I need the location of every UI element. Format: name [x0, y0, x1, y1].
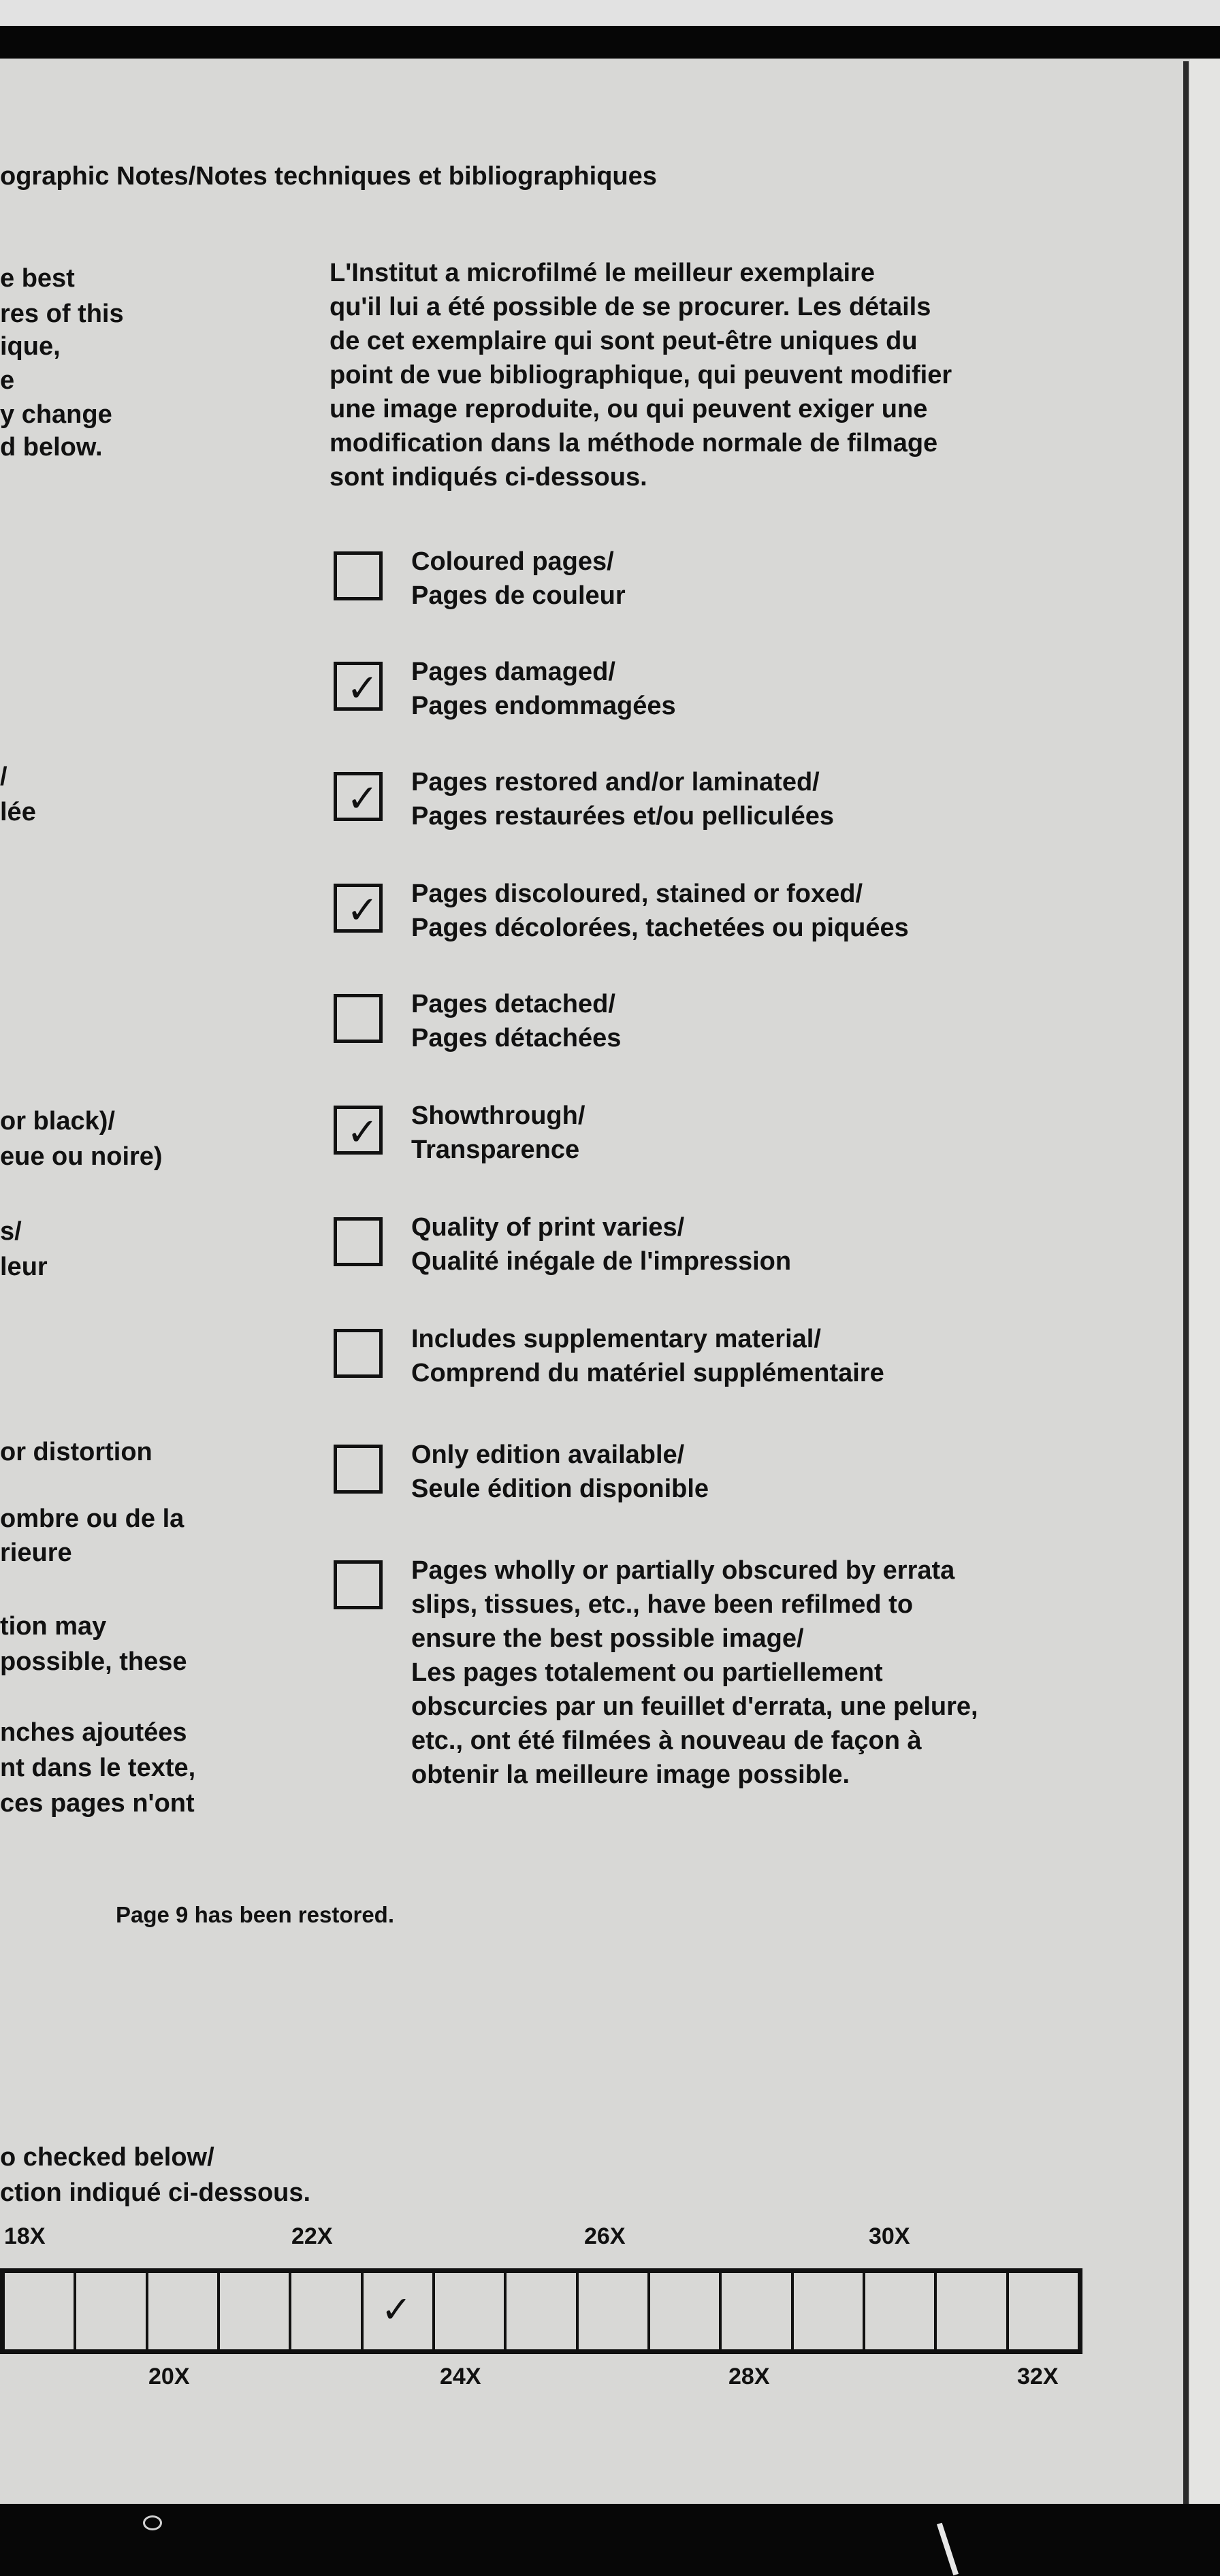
- checkbox[interactable]: [334, 884, 383, 933]
- left-fragment-line: e: [0, 366, 15, 395]
- left-fragment-line: d below.: [0, 433, 103, 462]
- ratio-cell[interactable]: [650, 2273, 722, 2349]
- restoration-note: Page 9 has been restored.: [116, 1902, 395, 1927]
- check-mark-icon: ✓: [347, 777, 379, 820]
- ratio-cell[interactable]: [291, 2273, 363, 2349]
- ratio-label-bottom: 20X: [148, 2364, 190, 2389]
- check-mark-icon: ✓: [347, 1110, 379, 1153]
- checkbox[interactable]: [334, 662, 383, 711]
- check-mark-icon: ✓: [381, 2289, 412, 2330]
- checkbox[interactable]: [334, 1106, 383, 1155]
- ratio-cell[interactable]: [435, 2273, 507, 2349]
- ratio-cell[interactable]: [148, 2273, 220, 2349]
- checkbox-label: Showthrough/ Transparence: [411, 1101, 585, 1164]
- left-fragment-line: nches ajoutées: [0, 1718, 187, 1747]
- ratio-cell[interactable]: [722, 2273, 793, 2349]
- left-fragment-line: /: [0, 762, 7, 791]
- left-fragment-line: possible, these: [0, 1647, 187, 1676]
- sheet-right-edge: [1190, 59, 1220, 2504]
- ratio-instruction-en: o checked below/: [0, 2143, 214, 2172]
- ratio-cell[interactable]: [220, 2273, 291, 2349]
- left-fragment-line: or black)/: [0, 1107, 115, 1136]
- checkbox-label: Coloured pages/ Pages de couleur: [411, 547, 626, 610]
- checkbox-label: Pages detached/ Pages détachées: [411, 990, 622, 1052]
- ratio-cell[interactable]: [507, 2273, 578, 2349]
- checkbox[interactable]: [334, 1217, 383, 1266]
- left-fragment-line: y change: [0, 400, 112, 429]
- left-fragment-line: lée: [0, 798, 36, 826]
- checkbox-label: Pages restored and/or laminated/ Pages restaurées et/ou pelliculées: [411, 768, 834, 831]
- checkbox-label: Pages discoloured, stained or foxed/ Pages décolorées, tachetées ou piquées: [411, 880, 909, 942]
- left-fragment-line: ombre ou de la: [0, 1504, 184, 1533]
- left-fragment-line: e best: [0, 264, 75, 293]
- film-top-strip: [0, 0, 1220, 26]
- left-fragment-line: nt dans le texte,: [0, 1754, 196, 1782]
- left-fragment-line: ique,: [0, 332, 61, 361]
- checkbox[interactable]: [334, 1445, 383, 1494]
- checkbox-label: Pages wholly or partially obscured by errata slips, tissues, etc., have been refilmed to ensure the best possible image/ Les pages totalement ou partiellement obscurcies par un feuillet d'errata, une pelure, etc., ont été filmées à nouveau de façon à obtenir la meilleure image possible.: [411, 1556, 978, 1789]
- ratio-label-top: 30X: [869, 2223, 910, 2249]
- checkbox[interactable]: [334, 994, 383, 1043]
- left-fragment-line: rieure: [0, 1539, 72, 1567]
- film-top-border: [0, 26, 1220, 59]
- check-mark-icon: ✓: [347, 666, 379, 709]
- page-edge-shadow: [1183, 61, 1189, 2504]
- ratio-cell[interactable]: [794, 2273, 865, 2349]
- left-fragment-line: or distortion: [0, 1438, 152, 1466]
- checkbox[interactable]: [334, 551, 383, 600]
- film-bottom-border: [0, 2504, 1220, 2576]
- check-mark-icon: ✓: [347, 888, 379, 931]
- ratio-cell[interactable]: [364, 2273, 435, 2349]
- left-fragment-line: s/: [0, 1217, 22, 1246]
- ratio-cell[interactable]: [1009, 2273, 1078, 2349]
- left-fragment-line: res of this: [0, 300, 124, 328]
- ratio-label-top: 26X: [584, 2223, 626, 2249]
- left-fragment-line: ces pages n'ont: [0, 1789, 195, 1818]
- ratio-label-top: 18X: [4, 2223, 46, 2249]
- ratio-label-top: 22X: [291, 2223, 333, 2249]
- ratio-cell[interactable]: [865, 2273, 937, 2349]
- ratio-cell[interactable]: [579, 2273, 650, 2349]
- ratio-instruction-fr: ction indiqué ci-dessous.: [0, 2178, 311, 2207]
- ratio-cell[interactable]: [76, 2273, 148, 2349]
- checkbox-label: Pages damaged/ Pages endommagées: [411, 658, 676, 720]
- ratio-cell[interactable]: [5, 2273, 76, 2349]
- reduction-ratio-scale: [0, 2268, 1082, 2354]
- dust-spot: [143, 2515, 162, 2530]
- ratio-label-bottom: 32X: [1017, 2364, 1059, 2389]
- page-heading: ographic Notes/Notes techniques et bibliographiques: [0, 162, 657, 191]
- checkbox[interactable]: [334, 1560, 383, 1609]
- checkbox[interactable]: [334, 1329, 383, 1378]
- ratio-cell[interactable]: [937, 2273, 1008, 2349]
- ratio-label-bottom: 24X: [440, 2364, 481, 2389]
- ratio-label-bottom: 28X: [728, 2364, 770, 2389]
- left-fragment-line: leur: [0, 1253, 48, 1281]
- checkbox-label: Quality of print varies/ Qualité inégale de l'impression: [411, 1213, 792, 1276]
- left-fragment-line: tion may: [0, 1612, 107, 1641]
- checkbox-label: Includes supplementary material/ Comprend du matériel supplémentaire: [411, 1325, 884, 1387]
- checkbox[interactable]: [334, 772, 383, 821]
- left-fragment-line: eue ou noire): [0, 1142, 163, 1171]
- intro-paragraph: L'Institut a microfilmé le meilleur exemplaire qu'il lui a été possible de se procurer. Les détails de cet exemplaire qui sont peut-être uniques du point de vue bibliographique, qui peuvent modifier une image reproduite, ou qui peuvent exiger une modification dans la méthode normale de filmage sont indiqués ci-dessous.: [330, 259, 952, 492]
- checkbox-label: Only edition available/ Seule édition disponible: [411, 1440, 709, 1503]
